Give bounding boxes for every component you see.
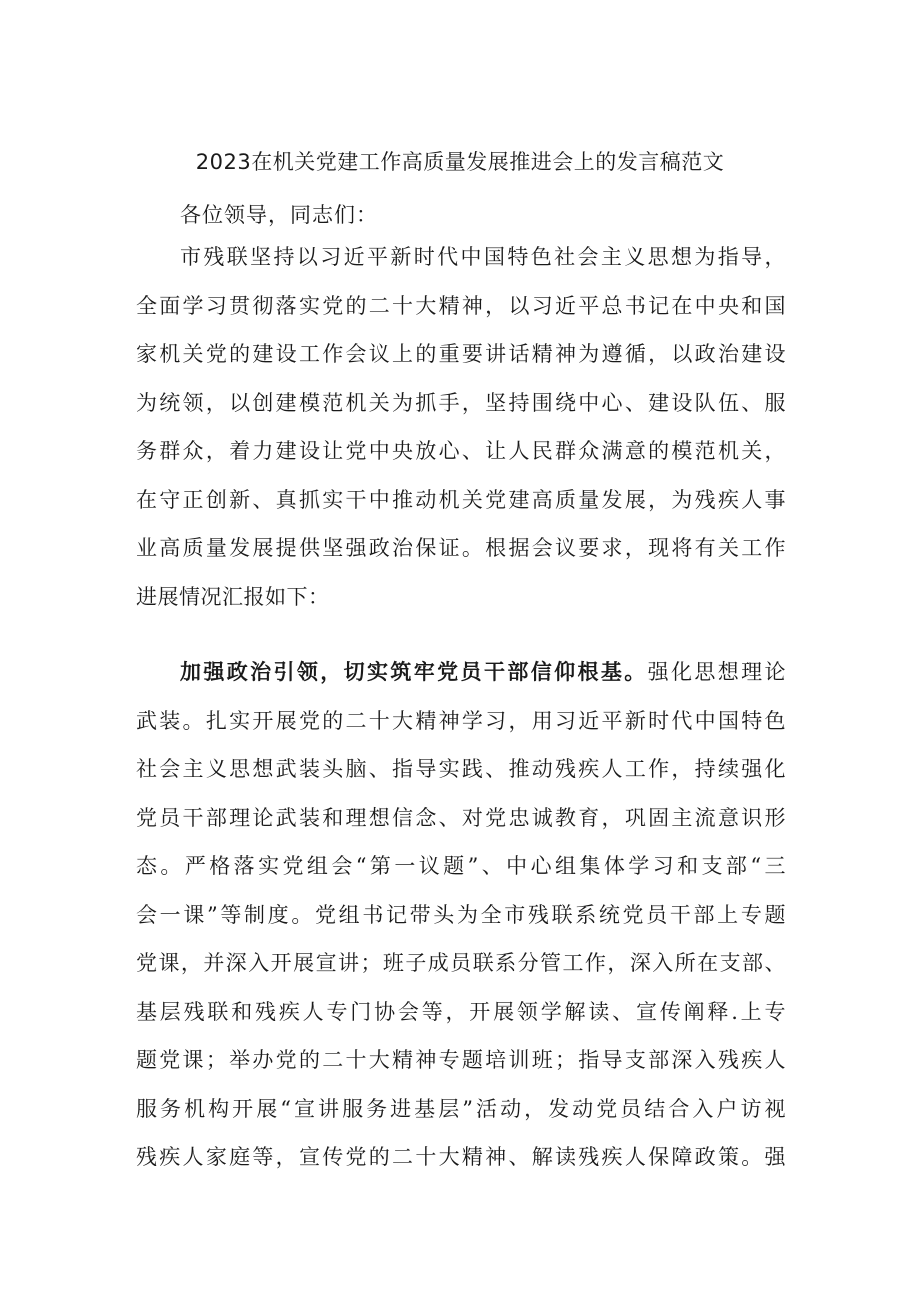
salutation: 各位领导，同志们： — [180, 203, 378, 227]
paragraph-line: 题党课；举办党的二十大精神专题培训班；指导支部深入残疾人 — [136, 1048, 786, 1072]
paragraph-intro — [136, 233, 786, 621]
paragraph-line: 家机关党的建设工作会议上的重要讲话精神为遵循，以政治建设 — [136, 342, 786, 366]
paragraph-heading: 加强政治引领，切实筑牢党员干部信仰根基。 — [180, 659, 648, 684]
paragraph-line: 会一课”等制度。党组书记带头为全市残联系统党员干部上专题 — [136, 902, 786, 927]
document-title: 2023在机关党建工作高质量发展推进会上的发言稿范文 — [195, 150, 725, 174]
paragraph-line: 在守正创新、真抓实干中推动机关党建高质量发展，为残疾人事 — [136, 487, 786, 512]
paragraph-line: 服务机构开展“宣讲服务进基层”活动，发动党员结合入户访视 — [136, 1096, 786, 1121]
paragraph-line: 态。严格落实党组会“第一议题”、中心组集体学习和支部“三 — [136, 854, 786, 878]
paragraph-line: 市残联坚持以习近平新时代中国特色社会主义思想为指导， — [180, 245, 786, 269]
paragraph-line: 残疾人家庭等，宣传党的二十大精神、解读残疾人保障政策。强 — [136, 1145, 786, 1169]
paragraph-line: 社会主义思想武装头脑、指导实践、推动残疾人工作，持续强化 — [136, 757, 786, 781]
paragraph-line: 党课，并深入开展宣讲；班子成员联系分管工作，深入所在支部、 — [136, 951, 786, 975]
paragraph-line: 全面学习贯彻落实党的二十大精神，以习近平总书记在中央和国 — [136, 293, 786, 318]
paragraph-line: 武装。扎实开展党的二十大精神学习，用习近平新时代中国特色 — [136, 708, 786, 733]
paragraph-heading-rest: 强化思想理论 — [647, 660, 787, 684]
paragraph-line: 进展情况汇报如下： — [136, 584, 330, 609]
paragraph-political-leadership — [136, 648, 786, 1182]
paragraph-line: 基层残联和残疾人专门协会等，开展领学解读、宣传阐释.上专 — [136, 999, 786, 1024]
paragraph-line: 务群众，着力建设让党中央放心、让人民群众满意的模范机关， — [136, 439, 786, 463]
paragraph-line: 党员干部理论武装和理想信念、对党忠诚教育，巩固主流意识形 — [136, 805, 786, 830]
paragraph-line: 为统领，以创建模范机关为抓手，坚持围绕中心、建设队伍、服 — [136, 390, 786, 415]
paragraph-line — [136, 648, 786, 697]
paragraph-line: 业高质量发展提供坚强政治保证。根据会议要求，现将有关工作 — [136, 536, 786, 560]
